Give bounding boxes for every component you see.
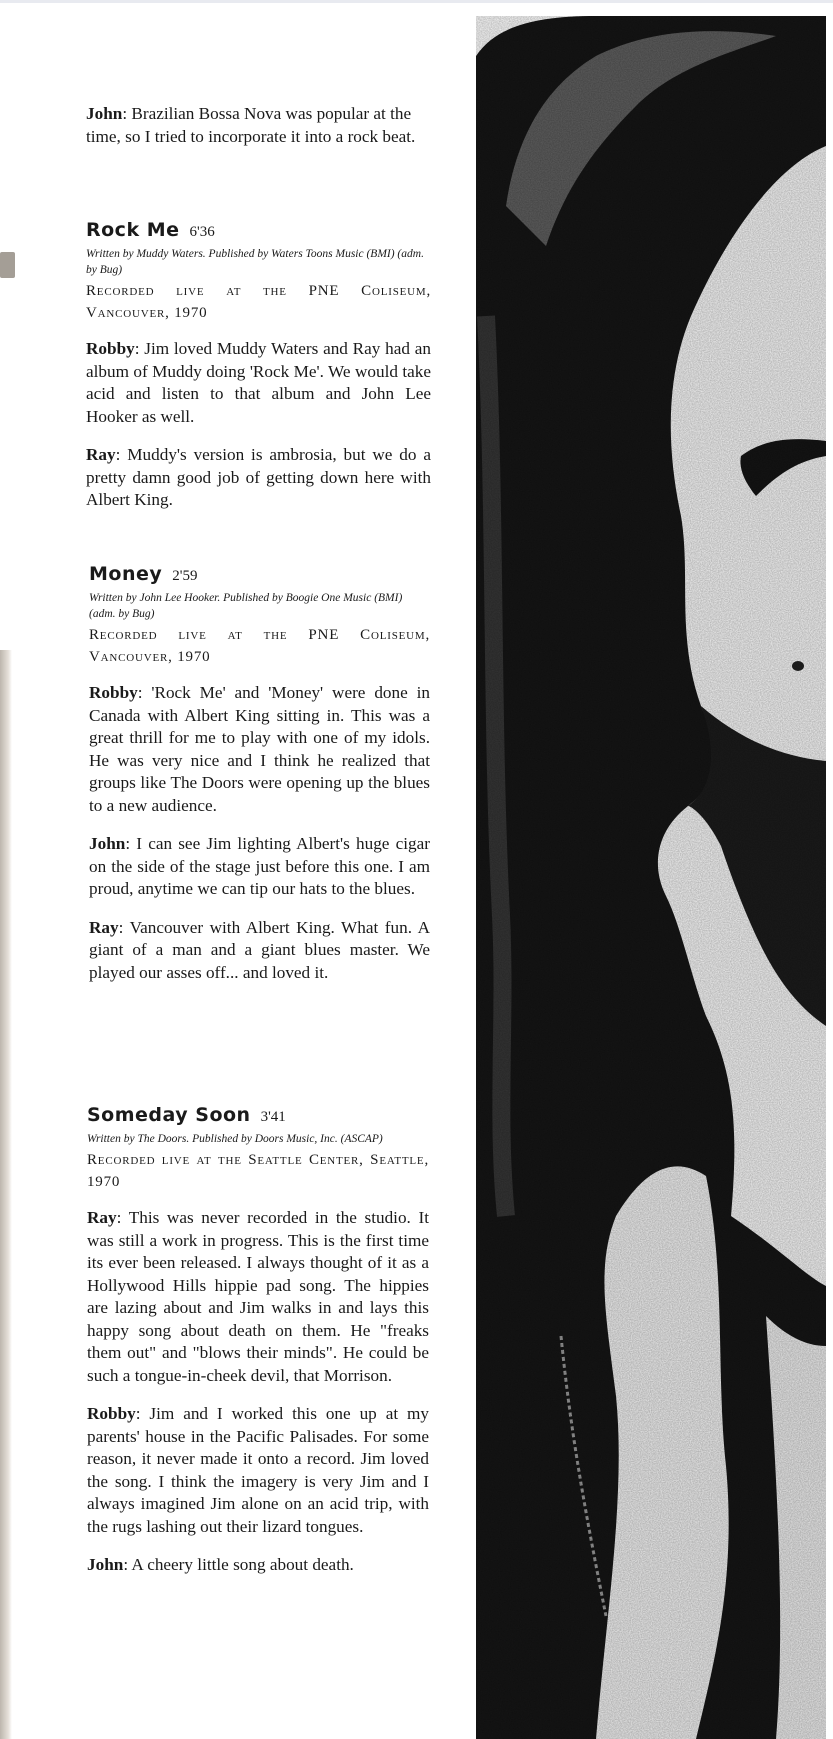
recording-info: Recorded live at the Seattle Center, Seattle, 1970	[87, 1152, 429, 1190]
song-credit: Written by John Lee Hooker. Published by Boogie One Music (BMI) (adm. by Bug)	[89, 592, 403, 620]
intro-block	[86, 103, 431, 148]
paragraph-text: : A cheery little song about death.	[123, 1555, 354, 1574]
paragraph	[87, 1403, 429, 1538]
song-section-money	[89, 562, 430, 984]
song-title-text: Money	[89, 563, 163, 585]
paragraph-text: : I can see Jim lighting Albert's huge cigar on the side of the stage just before this one. I am proud, anytime we can tip our hats to the blues.	[89, 834, 430, 898]
paragraph	[89, 917, 430, 985]
recording-info: Recorded live at the PNE Coliseum, Vancouver, 1970	[89, 627, 430, 665]
song-duration: 2'59	[172, 568, 198, 584]
speaker-name: Ray	[89, 917, 119, 937]
paragraph	[87, 1554, 429, 1577]
song-section-someday-soon	[87, 1103, 429, 1577]
speaker-name: Robby	[89, 683, 138, 702]
top-edge-rule	[0, 0, 833, 3]
speaker-name: John	[89, 834, 126, 853]
paragraph-text: : Vancouver with Albert King. What fun. A giant of a man and a giant blues master. We played our asses off... and loved it.	[89, 917, 430, 982]
paragraph-text: : Jim and I worked this one up at my parents' house in the Pacific Palisades. For some reason, it never made it onto a record. Jim loved the song. I think the imagery is very Jim and I always imagined Jim alone on an acid trip, with the rugs lashing out their lizard tongues.	[87, 1404, 429, 1536]
speaker-name: Robby	[87, 1404, 136, 1423]
song-section-rock-me	[86, 218, 431, 512]
song-title	[86, 218, 431, 244]
song-credit: Written by Muddy Waters. Published by Waters Toons Music (BMI) (adm. by Bug)	[86, 248, 424, 276]
paragraph-text: : Brazilian Bossa Nova was popular at the time, so I tried to incorporate it into a rock beat.	[86, 104, 416, 146]
song-duration: 6'36	[189, 224, 215, 240]
profile-photo	[476, 16, 826, 1739]
paragraph-text: : This was never recorded in the studio. It was still a work in progress. This is the first time its ever been released. I always thought of it as a Hollywood Hills hippie pad song. The hippies are lazing about and Jim walks in and lays this happy song about death on them. He "freaks them out" and "blows their minds". He could be such a tongue-in-cheek devil, that Morrison.	[87, 1208, 429, 1385]
song-title	[89, 562, 430, 588]
speaker-name: Robby	[86, 339, 135, 358]
speaker-name: John	[86, 104, 123, 123]
paragraph-text: : 'Rock Me' and 'Money' were done in Canada with Albert King sitting in. This was a great thrill for me to play with one of my idols. He was very nice and I think he realized that groups like The Doors were opening up the blues to a new audience.	[89, 683, 430, 815]
recording-info: Recorded live at the PNE Coliseum, Vancouver, 1970	[86, 283, 431, 321]
song-credit: Written by The Doors. Published by Doors Music, Inc. (ASCAP)	[87, 1133, 383, 1145]
paragraph	[87, 1207, 429, 1387]
paragraph	[86, 444, 431, 512]
profile-photo-graphic	[476, 16, 826, 1739]
left-margin-tab	[0, 252, 15, 278]
speaker-name: Ray	[86, 445, 116, 464]
speaker-name: John	[87, 1555, 124, 1574]
paragraph	[89, 833, 430, 901]
song-title	[87, 1103, 429, 1129]
paragraph	[86, 103, 431, 148]
speaker-name: Ray	[87, 1208, 117, 1227]
paragraph-text: : Jim loved Muddy Waters and Ray had an album of Muddy doing 'Rock Me'. We would take acid and listen to that album and John Lee Hooker as well.	[86, 339, 431, 426]
song-title-text: Rock Me	[86, 219, 180, 241]
paragraph-text: : Muddy's version is ambrosia, but we do a pretty damn good job of getting down here with Albert King.	[86, 445, 431, 509]
paragraph	[86, 338, 431, 428]
song-title-text: Someday Soon	[87, 1104, 251, 1126]
song-duration: 3'41	[260, 1109, 286, 1125]
left-margin-shadow	[0, 650, 12, 1739]
paragraph	[89, 682, 430, 817]
